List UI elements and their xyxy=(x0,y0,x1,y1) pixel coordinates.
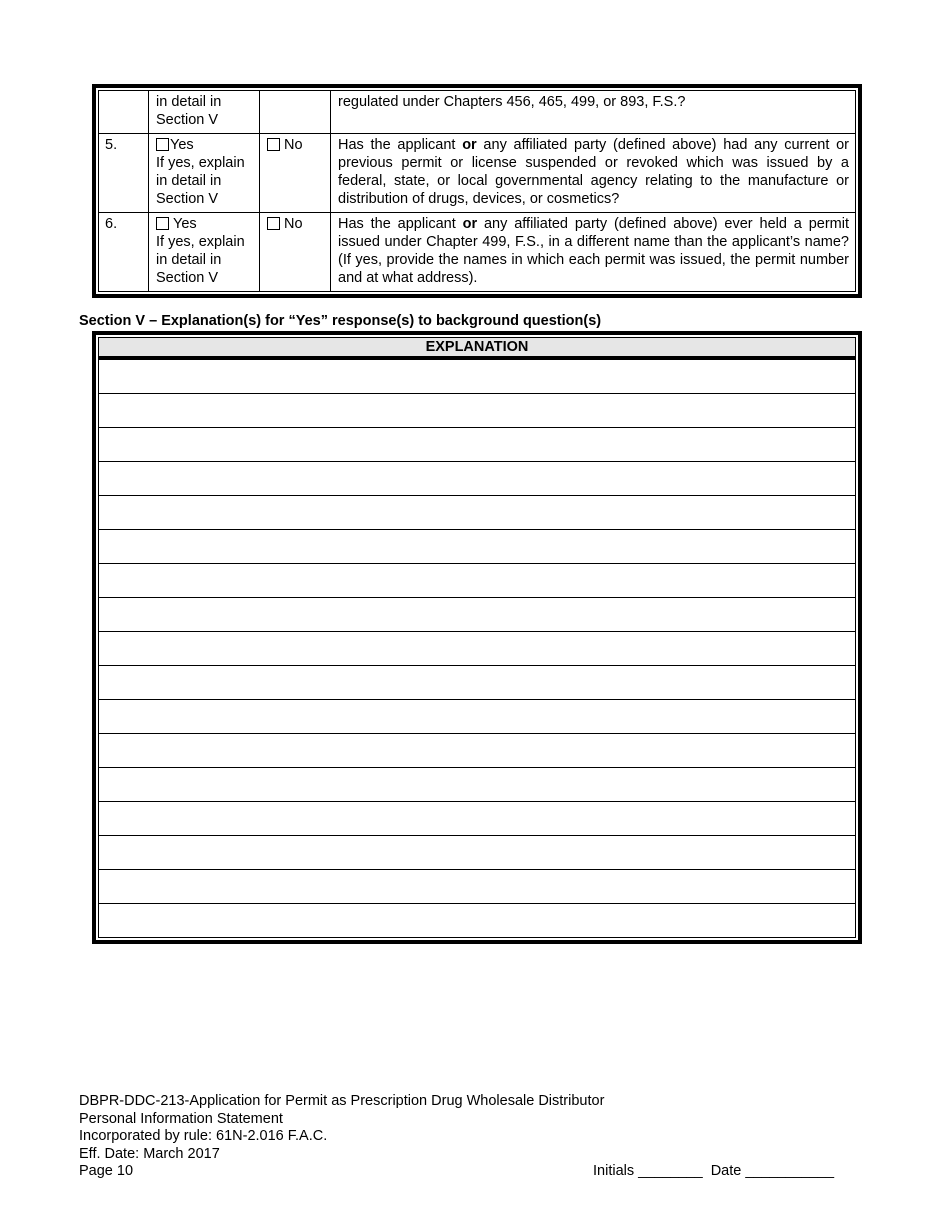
explanation-input-cell[interactable] xyxy=(99,358,856,394)
form-footer xyxy=(79,1093,604,1181)
no-cell xyxy=(260,91,331,134)
explanation-input-cell[interactable] xyxy=(99,870,856,904)
question-text: Has the applicant or any affiliated party (defined above) had any current or previous permit or license suspended or revoked which was issued by a federal, state, or local governmental agency relating to the manufacture or distribution of drugs, devices, or cosmetics? xyxy=(331,134,856,213)
question-row-5 xyxy=(99,134,856,213)
form-id: DBPR-DDC-213-Application for Permit as Prescription Drug Wholesale Distributor xyxy=(79,1093,605,1109)
explanation-row xyxy=(99,530,856,564)
yes-note-line: If yes, explain xyxy=(156,155,245,171)
yes-note-line: in detail in xyxy=(156,94,222,110)
no-label: No xyxy=(284,137,303,153)
explanation-input-cell[interactable] xyxy=(99,734,856,768)
question-text: Has the applicant or any affiliated party (defined above) ever held a permit issued under Chapter 499, F.S., in a different name than the applicant’s name? (If yes, provide the names in which each permit was issued, the permit number and at what address). xyxy=(331,213,856,292)
no-checkbox[interactable] xyxy=(267,138,280,151)
question-number xyxy=(99,91,149,134)
question-row-6 xyxy=(99,213,856,292)
explanation-row xyxy=(99,904,856,938)
explanation-input-cell[interactable] xyxy=(99,564,856,598)
no-checkbox[interactable] xyxy=(267,217,280,230)
effective-date: Eff. Date: March 2017 xyxy=(79,1145,220,1162)
explanation-row xyxy=(99,496,856,530)
yes-label: Yes xyxy=(170,137,194,153)
yes-note-line: If yes, explain xyxy=(156,234,245,250)
explanation-row xyxy=(99,870,856,904)
question-text: regulated under Chapters 456, 465, 499, or 893, F.S.? xyxy=(331,91,856,134)
no-option-cell xyxy=(260,134,331,213)
explanation-input-cell[interactable] xyxy=(99,802,856,836)
explanation-row xyxy=(99,598,856,632)
question-number: 6. xyxy=(99,213,149,292)
explanation-row xyxy=(99,700,856,734)
question-row-continued xyxy=(99,91,856,134)
explanation-row xyxy=(99,734,856,768)
explanation-input-cell[interactable] xyxy=(99,904,856,938)
explanation-row xyxy=(99,768,856,802)
yes-checkbox[interactable] xyxy=(156,138,169,151)
yes-note-cell xyxy=(149,91,260,134)
explanation-row xyxy=(99,802,856,836)
section-v-title: Section V – Explanation(s) for “Yes” response(s) to background question(s) xyxy=(79,313,602,329)
explanation-row xyxy=(99,836,856,870)
yes-option-cell xyxy=(149,213,260,292)
no-option-cell xyxy=(260,213,331,292)
explanation-input-cell[interactable] xyxy=(99,462,856,496)
explanation-input-cell[interactable] xyxy=(99,598,856,632)
explanation-input-cell[interactable] xyxy=(99,530,856,564)
yes-note-line: in detail in xyxy=(156,173,222,189)
explanation-input-cell[interactable] xyxy=(99,836,856,870)
incorporated-rule: Incorporated by rule: 61N-2.016 F.A.C. xyxy=(79,1128,328,1145)
explanation-table xyxy=(98,337,856,938)
yes-note-line: Section V xyxy=(156,112,219,128)
question-number: 5. xyxy=(99,134,149,213)
page-number: Page 10 xyxy=(79,1163,134,1180)
initials-date-line[interactable]: Initials ________ Date ___________ xyxy=(593,1163,835,1179)
explanation-input-cell[interactable] xyxy=(99,632,856,666)
yes-note-line: Section V xyxy=(156,191,219,207)
explanation-input-cell[interactable] xyxy=(99,700,856,734)
explanation-row xyxy=(99,632,856,666)
explanation-input-cell[interactable] xyxy=(99,496,856,530)
form-subtitle: Personal Information Statement xyxy=(79,1110,283,1127)
background-questions-frame xyxy=(92,84,862,298)
background-questions-table xyxy=(98,90,856,292)
explanation-frame xyxy=(92,331,862,944)
explanation-header: EXPLANATION xyxy=(99,338,856,359)
explanation-input-cell[interactable] xyxy=(99,768,856,802)
yes-option-cell xyxy=(149,134,260,213)
explanation-row xyxy=(99,358,856,394)
no-label: No xyxy=(284,216,303,232)
yes-label: Yes xyxy=(173,216,197,232)
yes-note-line: in detail in xyxy=(156,252,222,268)
yes-note-line: Section V xyxy=(156,270,219,286)
explanation-input-cell[interactable] xyxy=(99,394,856,428)
explanation-row xyxy=(99,462,856,496)
explanation-row xyxy=(99,564,856,598)
explanation-row xyxy=(99,394,856,428)
explanation-input-cell[interactable] xyxy=(99,666,856,700)
explanation-row xyxy=(99,666,856,700)
explanation-input-cell[interactable] xyxy=(99,428,856,462)
explanation-row xyxy=(99,428,856,462)
yes-checkbox[interactable] xyxy=(156,217,169,230)
